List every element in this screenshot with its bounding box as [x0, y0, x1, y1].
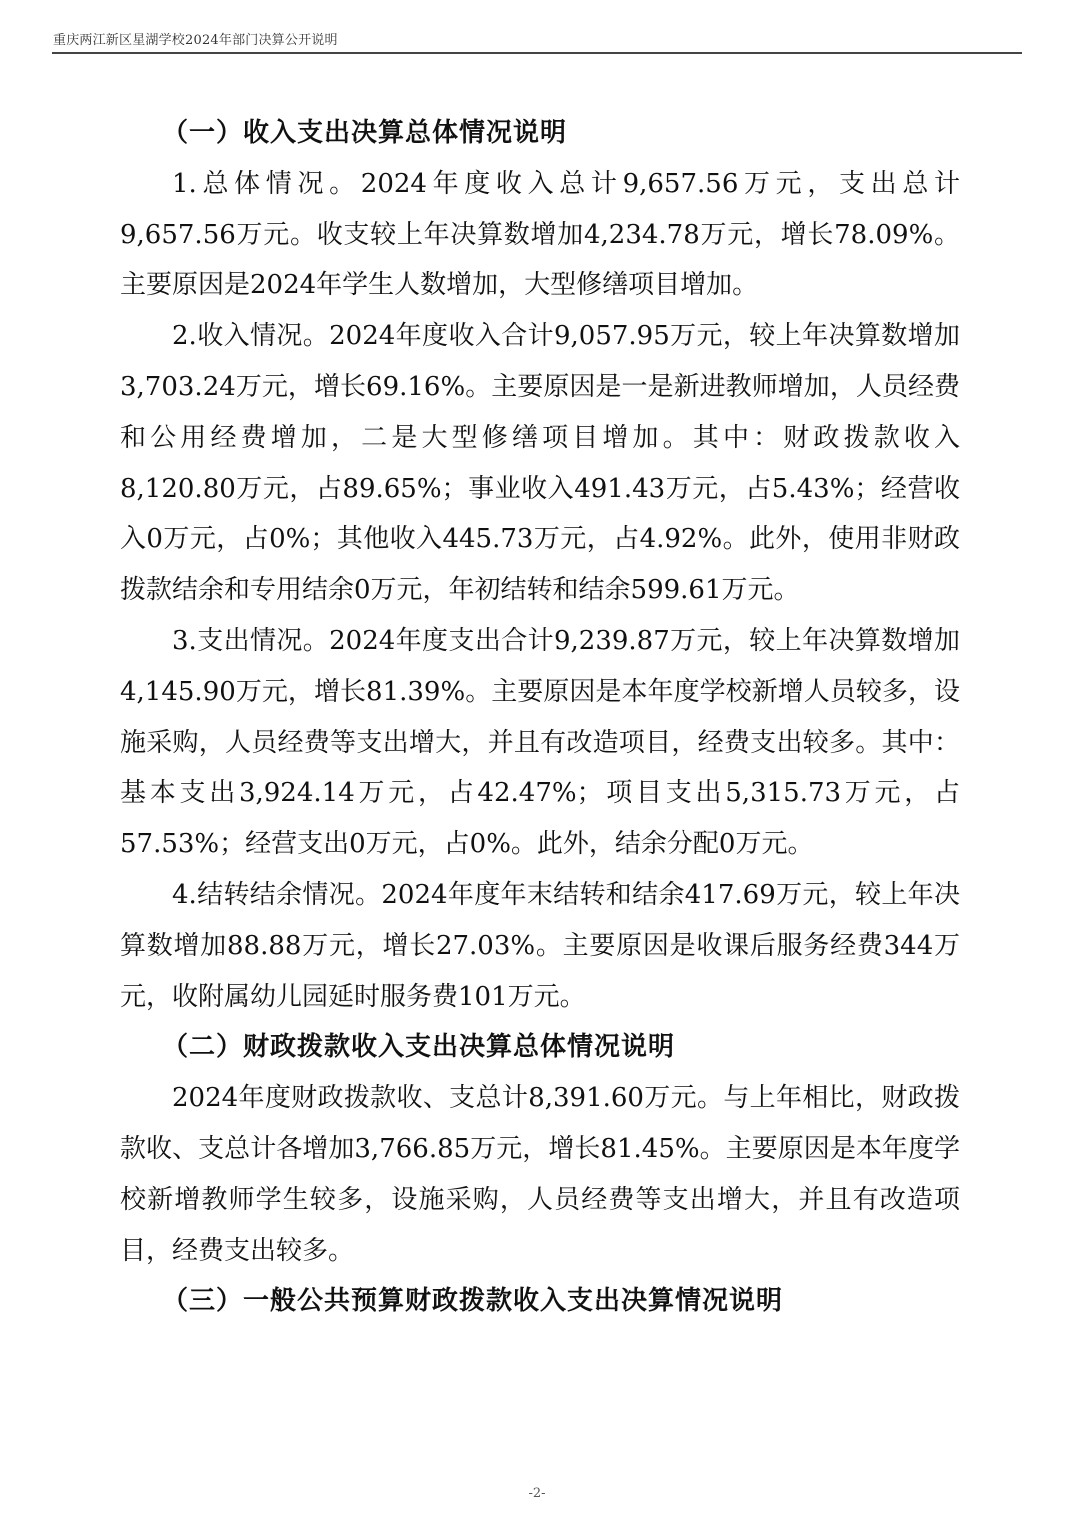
paragraph-income: 2.收入情况。2024年度收入合计9,057.95万元，较上年决算数增加3,703.24万元，增长69.16%。主要原因是一是新进教师增加，人员经费和公用经费增加，二是大型修缮项目增加。其中：财政拨款收入8,120.80万元，占89.65%；事业收入491.43万元，占5.43%；经营收入0万元，占0%；其他收入445.73万元，占4.92%。此外，使用非财政拨款结余和专用结余0万元，年初结转和结余599.61万元。	[120, 321, 960, 606]
document-body	[120, 108, 960, 1327]
page-number: -2-	[528, 1486, 546, 1501]
header-divider	[52, 52, 1022, 54]
section-heading-2: （二）财政拨款收入支出决算总体情况说明	[162, 1032, 676, 1063]
paragraph-expenditure: 3.支出情况。2024年度支出合计9,239.87万元，较上年决算数增加4,145.90万元，增长81.39%。主要原因是本年度学校新增人员较多，设施采购，人员经费等支出增大，并且有改造项目，经费支出较多。其中：基本支出3,924.14万元，占42.47%；项目支出5,315.73万元，占57.53%；经营支出0万元，占0%。此外，结余分配0万元。	[120, 625, 960, 860]
section-heading-1: （一）收入支出决算总体情况说明	[162, 118, 568, 148]
paragraph-carryover: 4.结转结余情况。2024年度年末结转和结余417.69万元，较上年决算数增加88.88万元，增长27.03%。主要原因是收课后服务经费344万元，收附属幼儿园延时服务费101万元。	[120, 879, 960, 1012]
paragraph-fiscal-appropriation: 2024年度财政拨款收、支总计8,391.60万元。与上年相比，财政拨款收、支总计各增加3,766.85万元，增长81.45%。主要原因是本年度学校新增教师学生较多，设施采购，人员经费等支出增大，并且有改造项目，经费支出较多。	[120, 1083, 960, 1266]
section-heading-3: （三）一般公共预算财政拨款收入支出决算情况说明	[162, 1286, 784, 1317]
running-header: 重庆两江新区星湖学校2024年部门决算公开说明	[53, 33, 338, 48]
paragraph-overall: 1.总体情况。2024年度收入总计9,657.56万元，支出总计9,657.56万元。收支较上年决算数增加4,234.78万元，增长78.09%。主要原因是2024年学生人数增加，大型修缮项目增加。	[120, 168, 960, 301]
